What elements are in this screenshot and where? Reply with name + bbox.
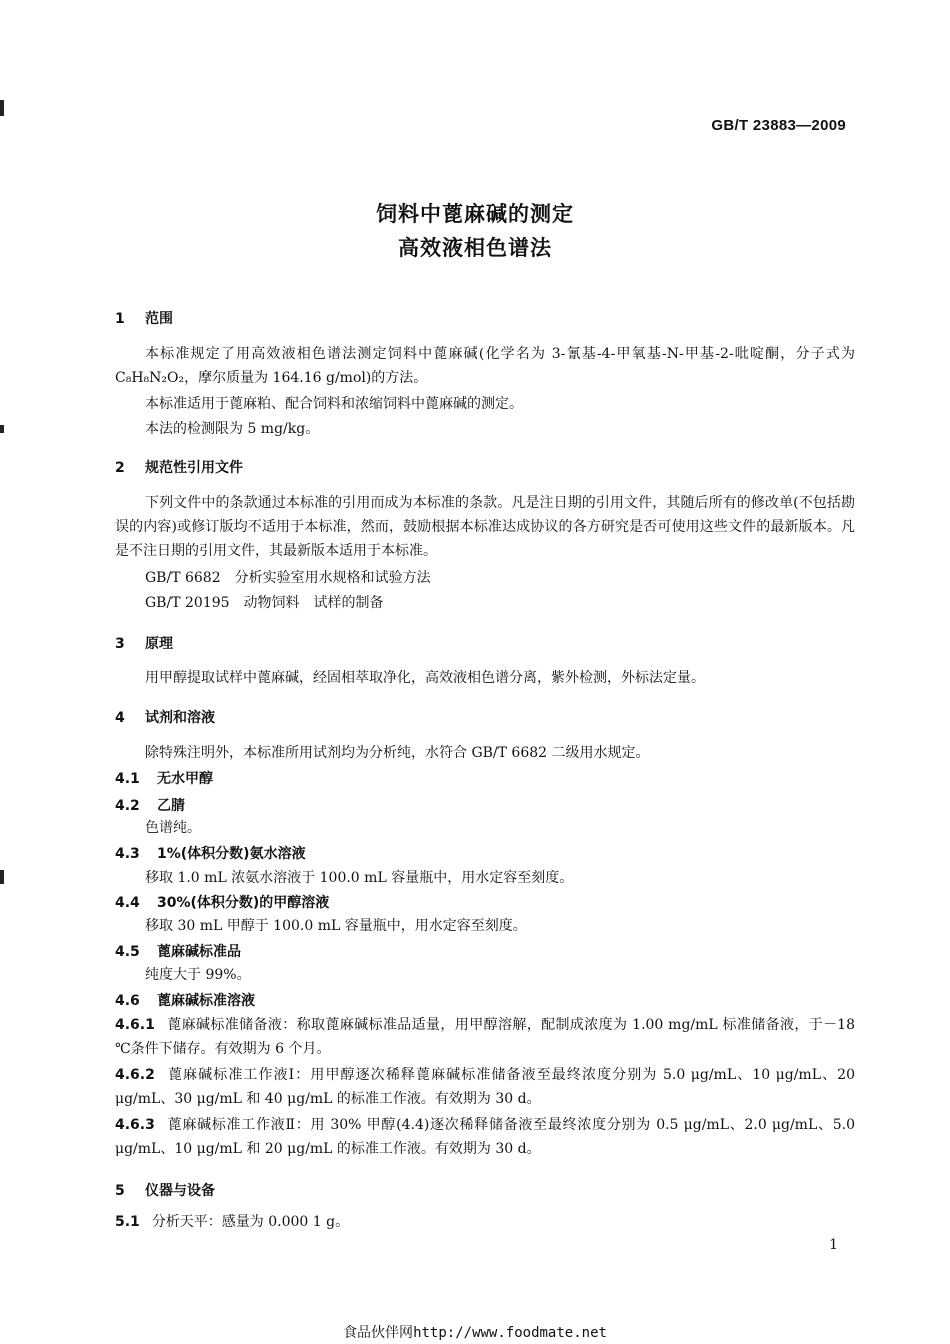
subsection-number: 4.2 <box>115 798 140 814</box>
section-number: 2 <box>115 460 125 476</box>
clause-text: 蓖麻碱标准工作液Ⅰ：用甲醇逐次稀释蓖麻碱标准储备液至最终浓度分别为 5.0 μg/mL、10 μg/mL、20 μg/mL、30 μg/mL 和 40 μg/mL 的标准工作液。有效期为 30 d。 <box>115 1067 855 1107</box>
subsection-title: 30%(体积分数)的甲醇溶液 <box>157 895 330 911</box>
subsection-heading <box>115 843 306 863</box>
subsection-number: 4.4 <box>115 895 140 911</box>
numbered-paragraph <box>115 1013 855 1061</box>
section-heading <box>115 707 215 727</box>
section-number: 4 <box>115 710 125 726</box>
subsection-title: 乙腈 <box>157 798 185 814</box>
section-heading <box>115 1180 215 1200</box>
section-number: 1 <box>115 311 125 327</box>
section-title: 仪器与设备 <box>145 1183 215 1199</box>
watermark-cn: 食品伙伴网 <box>343 1325 414 1341</box>
paragraph: 移取 30 mL 甲醇于 100.0 mL 容量瓶中，用水定容至刻度。 <box>145 918 527 934</box>
paragraph: 除特殊注明外，本标准所用试剂均为分析纯，水符合 GB/T 6682 二级用水规定。 <box>145 745 650 761</box>
clause-number: 5.1 <box>115 1214 140 1230</box>
paragraph: 本标准规定了用高效液相色谱法测定饲料中蓖麻碱(化学名为 3-氰基-4-甲氧基-N-甲基-2-吡啶酮，分子式为 C₈H₈N₂O₂，摩尔质量为 164.16 g/mol)的方法。 <box>115 346 855 386</box>
clause-number: 4.6.1 <box>115 1017 155 1033</box>
subsection-heading <box>115 795 185 815</box>
standard-number: GB/T 23883—2009 <box>711 117 846 134</box>
subsection-heading <box>115 941 241 961</box>
watermark-url[interactable]: http://www.foodmate.net <box>413 1325 607 1341</box>
document-subtitle: 高效液相色谱法 <box>398 236 552 260</box>
subsection-heading <box>115 990 255 1010</box>
reference-item: GB/T 6682 分析实验室用水规格和试验方法 <box>145 570 431 586</box>
subsection-heading <box>115 768 213 788</box>
paragraph: 用甲醇提取试样中蓖麻碱，经固相萃取净化，高效液相色谱分离，紫外检测，外标法定量。 <box>145 670 705 686</box>
scan-edge-mark <box>0 870 4 884</box>
clause-number: 4.6.3 <box>115 1117 155 1133</box>
section-heading <box>115 457 243 477</box>
clause-text: 蓖麻碱标准工作液Ⅱ：用 30% 甲醇(4.4)逐次稀释储备液至最终浓度分别为 0.5 μg/mL、2.0 μg/mL、5.0 μg/mL、10 μg/mL 和 20 μg/mL 的标准工作液。有效期为 30 d。 <box>115 1117 855 1157</box>
document-title: 饲料中蓖麻碱的测定 <box>376 202 574 226</box>
paragraph: 纯度大于 99%。 <box>145 967 251 983</box>
numbered-paragraph <box>115 1113 855 1161</box>
subsection-number: 4.3 <box>115 846 140 862</box>
scan-edge-mark <box>0 100 4 116</box>
numbered-paragraph <box>115 1210 855 1234</box>
section-title: 试剂和溶液 <box>145 710 215 726</box>
subsection-title: 无水甲醇 <box>157 771 213 787</box>
subsection-title: 蓖麻碱标准溶液 <box>157 993 255 1009</box>
section-title: 范围 <box>145 311 173 327</box>
section-number: 3 <box>115 636 125 652</box>
clause-text: 分析天平：感量为 0.000 1 g。 <box>151 1214 350 1230</box>
subsection-title: 蓖麻碱标准品 <box>157 944 241 960</box>
paragraph: 本法的检测限为 5 mg/kg。 <box>145 421 320 437</box>
clause-text: 蓖麻碱标准储备液：称取蓖麻碱标准品适量，用甲醇溶解，配制成浓度为 1.00 mg/mL 标准储备液，于－18 ℃条件下储存。有效期为 6 个月。 <box>115 1017 855 1057</box>
section-heading <box>115 633 173 653</box>
section-heading <box>115 308 173 328</box>
reference-item: GB/T 20195 动物饲料 试样的制备 <box>145 595 384 611</box>
subsection-number: 4.6 <box>115 993 140 1009</box>
paragraph: 色谱纯。 <box>145 820 201 836</box>
paragraph: 本标准适用于蓖麻粕、配合饲料和浓缩饲料中蓖麻碱的测定。 <box>145 396 523 412</box>
page-number: 1 <box>829 1237 838 1253</box>
section-number: 5 <box>115 1183 125 1199</box>
scan-edge-mark <box>0 425 4 433</box>
clause-number: 4.6.2 <box>115 1067 155 1083</box>
paragraph: 下列文件中的条款通过本标准的引用而成为本标准的条款。凡是注日期的引用文件，其随后所有的修改单(不包括勘误的内容)或修订版均不适用于本标准，然而，鼓励根据本标准达成协议的各方研究是否可使用这些文件的最新版本。凡是不注日期的引用文件，其最新版本适用于本标准。 <box>115 495 855 559</box>
section-title: 规范性引用文件 <box>145 460 243 476</box>
subsection-number: 4.5 <box>115 944 140 960</box>
subsection-title: 1%(体积分数)氨水溶液 <box>157 846 306 862</box>
section-title: 原理 <box>145 636 173 652</box>
watermark <box>0 1322 950 1342</box>
subsection-heading <box>115 892 329 912</box>
numbered-paragraph <box>115 1063 855 1111</box>
subsection-number: 4.1 <box>115 771 140 787</box>
paragraph: 移取 1.0 mL 浓氨水溶液于 100.0 mL 容量瓶中，用水定容至刻度。 <box>145 870 574 886</box>
